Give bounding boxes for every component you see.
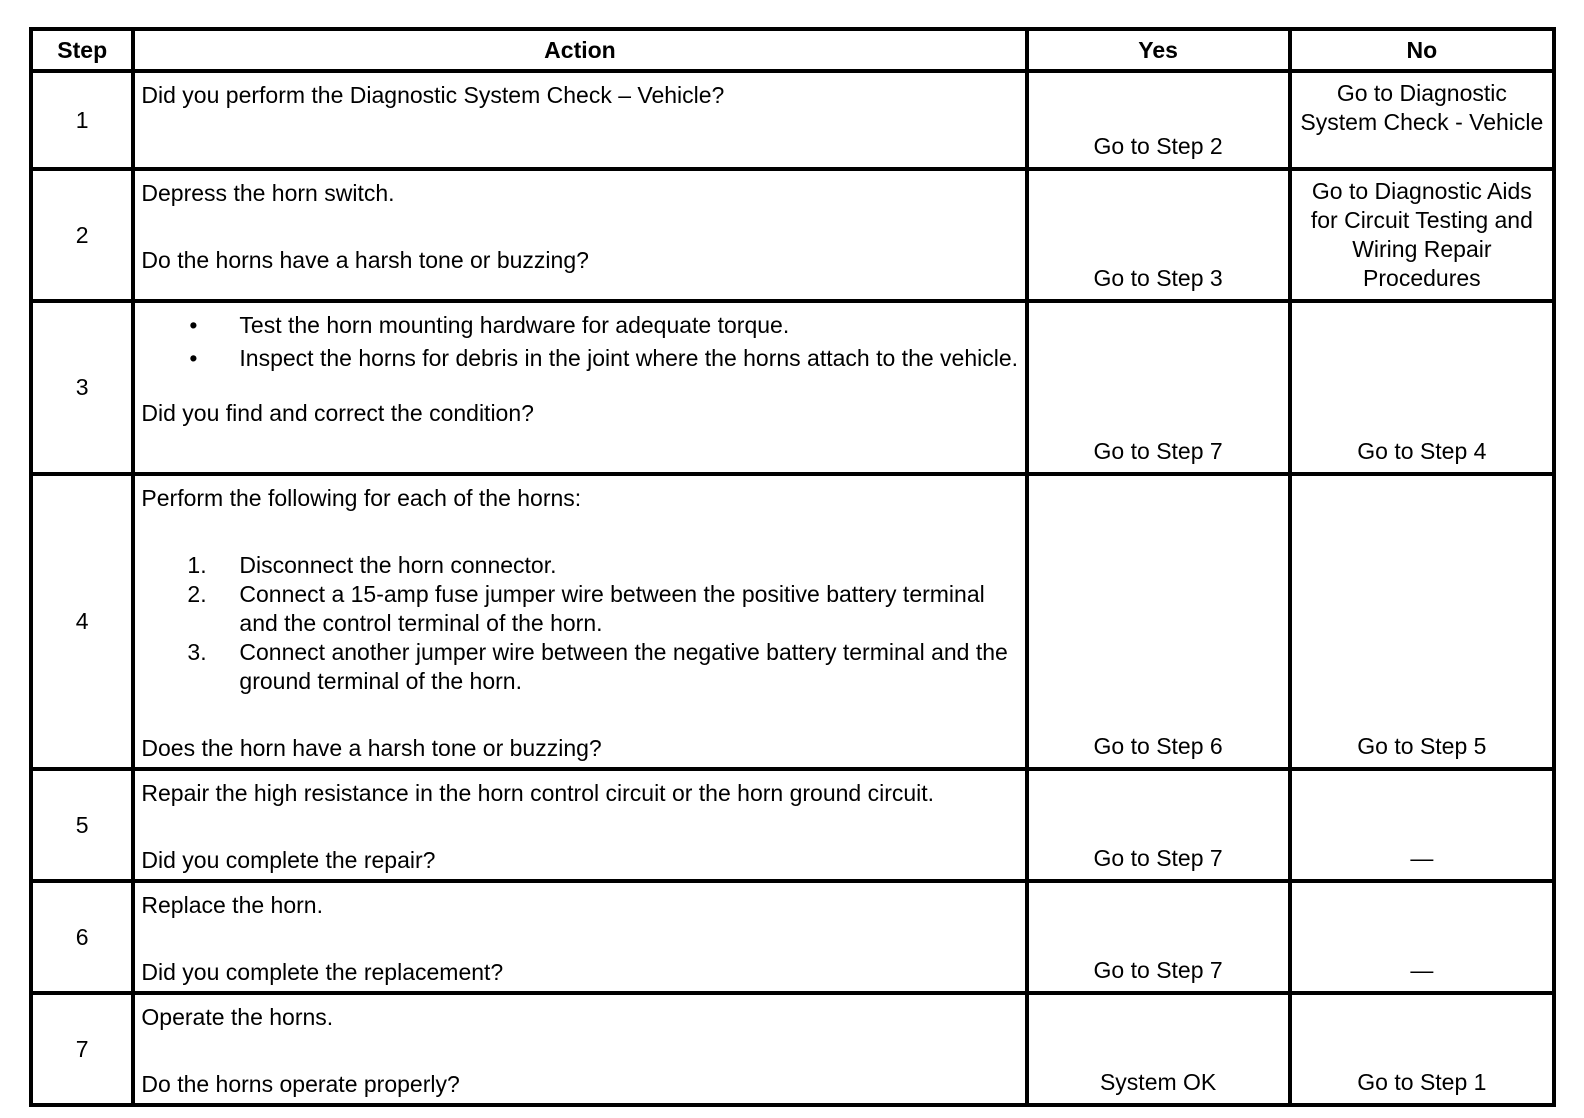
list-item-text: Inspect the horns for debris in the joint where the horns attach to the vehicle. [239, 345, 1019, 371]
numbered-list [141, 551, 1018, 696]
action-text: Operate the horns. [141, 1004, 334, 1030]
action-cell [133, 993, 1026, 1105]
no-cell: Go to Diagnostic System Check - Vehicle [1290, 71, 1554, 169]
table-row [31, 993, 1554, 1105]
list-item [141, 638, 1018, 696]
step-number: 5 [31, 769, 133, 881]
yes-cell: System OK [1027, 993, 1290, 1105]
list-number: 2. [187, 581, 207, 607]
step-number: 3 [31, 301, 133, 474]
action-question: Did you find and correct the condition? [141, 400, 534, 426]
step-number: 2 [31, 169, 133, 301]
header-yes: Yes [1027, 29, 1290, 71]
no-cell: Go to Step 4 [1290, 301, 1554, 474]
action-cell [133, 169, 1026, 301]
action-cell [133, 474, 1026, 769]
table-row [31, 301, 1554, 474]
yes-cell: Go to Step 7 [1027, 301, 1290, 474]
yes-cell: Go to Step 6 [1027, 474, 1290, 769]
list-item-text: Disconnect the horn connector. [239, 552, 557, 578]
header-action: Action [133, 29, 1026, 71]
list-number: 3. [187, 639, 207, 665]
action-cell [133, 769, 1026, 881]
action-text: Replace the horn. [141, 892, 323, 918]
action-text: Depress the horn switch. [141, 180, 395, 206]
action-question: Do the horns operate properly? [141, 1071, 460, 1097]
no-cell: Go to Step 5 [1290, 474, 1554, 769]
action-question: Do the horns have a harsh tone or buzzing? [141, 247, 589, 273]
no-cell: Go to Diagnostic Aids for Circuit Testing and Wiring Repair Procedures [1290, 169, 1554, 301]
list-number: 1. [187, 552, 207, 578]
action-cell [133, 301, 1026, 474]
yes-cell: Go to Step 7 [1027, 881, 1290, 993]
bullet-mark: • [189, 345, 198, 371]
step-number: 7 [31, 993, 133, 1105]
action-question: Did you complete the replacement? [141, 959, 504, 985]
table-row [31, 169, 1554, 301]
list-item-text: Test the horn mounting hardware for adequate torque. [239, 312, 790, 338]
no-cell: — [1290, 769, 1554, 881]
header-step: Step [31, 29, 133, 71]
action-cell [133, 71, 1026, 169]
list-item [141, 344, 1018, 373]
action-question: Did you complete the repair? [141, 847, 436, 873]
table-row [31, 769, 1554, 881]
action-cell [133, 881, 1026, 993]
list-item [141, 311, 1018, 340]
yes-cell: Go to Step 3 [1027, 169, 1290, 301]
step-number: 1 [31, 71, 133, 169]
action-text: Perform the following for each of the horns: [141, 485, 582, 511]
bullet-mark: • [189, 312, 198, 338]
header-no: No [1290, 29, 1554, 71]
list-item [141, 580, 1018, 638]
step-number: 6 [31, 881, 133, 993]
diagnostic-table [29, 27, 1556, 1107]
action-text: Did you perform the Diagnostic System Check – Vehicle? [141, 82, 725, 108]
table-row [31, 474, 1554, 769]
yes-cell: Go to Step 2 [1027, 71, 1290, 169]
table-row [31, 881, 1554, 993]
list-item-text: Connect another jumper wire between the negative battery terminal and the ground terminal of the horn. [239, 639, 1008, 694]
no-cell: Go to Step 1 [1290, 993, 1554, 1105]
list-item-text: Connect a 15-amp fuse jumper wire between the positive battery terminal and the control terminal of the horn. [239, 581, 985, 636]
step-number: 4 [31, 474, 133, 769]
no-cell: — [1290, 881, 1554, 993]
table-row [31, 71, 1554, 169]
list-item [141, 551, 1018, 580]
bullet-list [141, 311, 1018, 373]
action-text: Repair the high resistance in the horn control circuit or the horn ground circuit. [141, 780, 935, 806]
action-question: Does the horn have a harsh tone or buzzing? [141, 735, 602, 761]
yes-cell: Go to Step 7 [1027, 769, 1290, 881]
header-row [31, 29, 1554, 71]
